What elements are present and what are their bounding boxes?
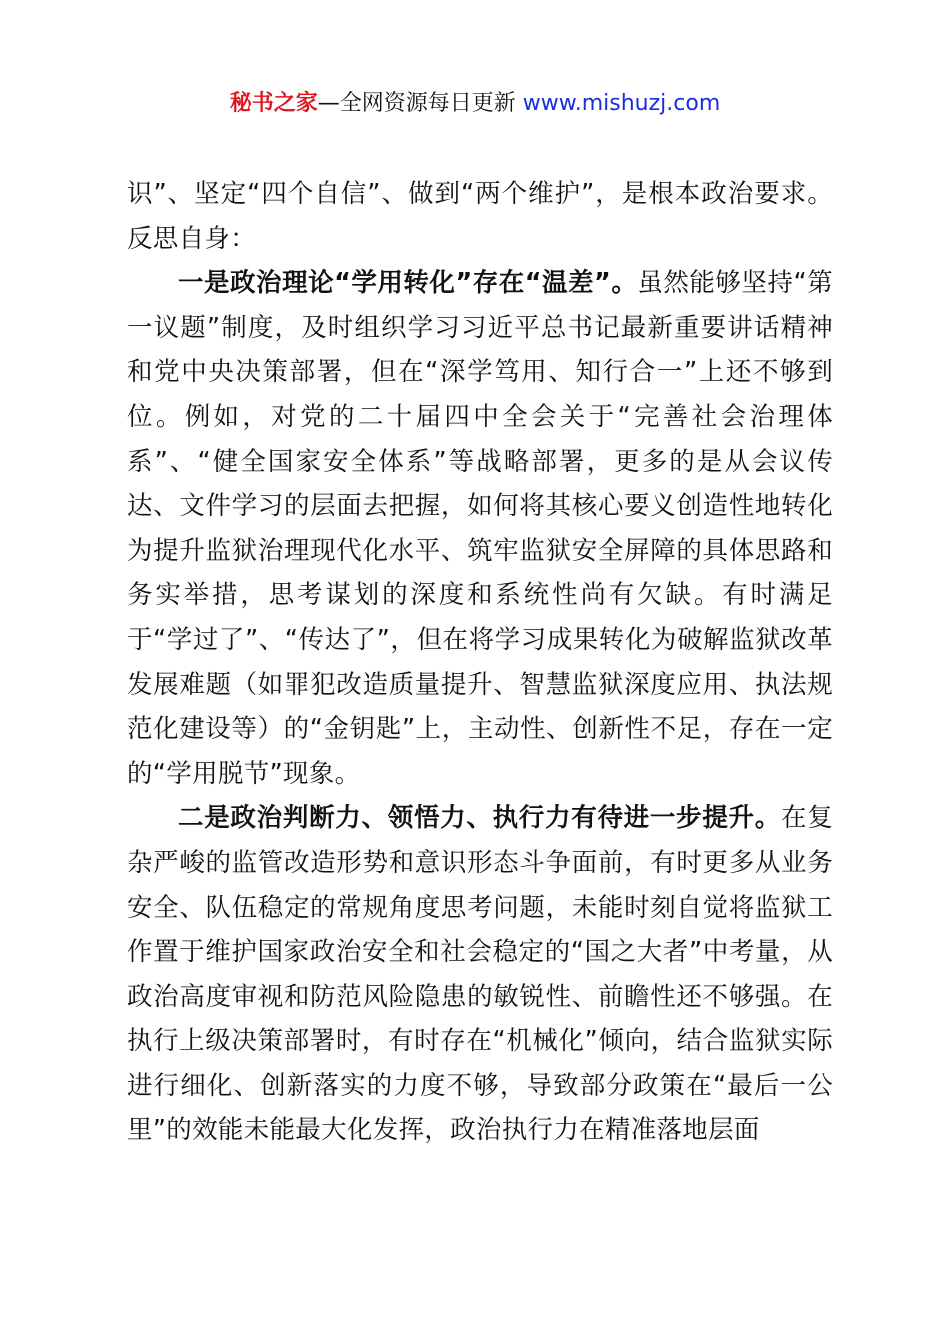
paragraph-2-heading: 一是政治理论“学用转化”存在“温差”。 — [178, 268, 638, 299]
page-header — [0, 86, 950, 122]
document-body — [127, 172, 833, 1153]
paragraph-3 — [127, 796, 833, 1153]
paragraph-1: 识”、坚定“四个自信”、做到“两个维护”，是根本政治要求。反思自身： — [127, 179, 833, 254]
paragraph-3-body: 在复杂严峻的监管改造形势和意识形态斗争面前，有时更多从业务安全、队伍稳定的常规角度思考问题，未能时刻自觉将监狱工作置于维护国家政治安全和社会稳定的“国之大者”中考量，从政治高度审视和防范风险隐患的敏锐性、前瞻性还不够强。在执行上级决策部署时，有时存在“机械化”倾向，结合监狱实际进行细化、创新落实的力度不够，导致部分政策在“最后一公里”的效能未能最大化发挥，政治执行力在精准落地层面 — [127, 803, 834, 1146]
header-tagline: —全网资源每日更新 — [317, 91, 523, 116]
paragraph-3-heading: 二是政治判断力、领悟力、执行力有待进一步提升。 — [178, 803, 781, 834]
paragraph-2 — [127, 261, 833, 796]
paragraph-2-body: 虽然能够坚持“第一议题”制度，及时组织学习习近平总书记最新重要讲话精神和党中央决策部署，但在“深学笃用、知行合一”上还不够到位。例如，对党的二十届四中全会关于“完善社会治理体系”、“健全国家安全体系”等战略部署，更多的是从会议传达、文件学习的层面去把握，如何将其核心要义创造性地转化为提升监狱治理现代化水平、筑牢监狱安全屏障的具体思路和务实举措，思考谋划的深度和系统性尚有欠缺。有时满足于“学过了”、“传达了”，但在将学习成果转化为破解监狱改革发展难题（如罪犯改造质量提升、智慧监狱深度应用、执法规范化建设等）的“金钥匙”上，主动性、创新性不足，存在一定的“学用脱节”现象。 — [127, 268, 833, 789]
header-url-link[interactable]: www.mishuzj.com — [522, 91, 721, 116]
header-brand: 秘书之家 — [229, 91, 318, 116]
